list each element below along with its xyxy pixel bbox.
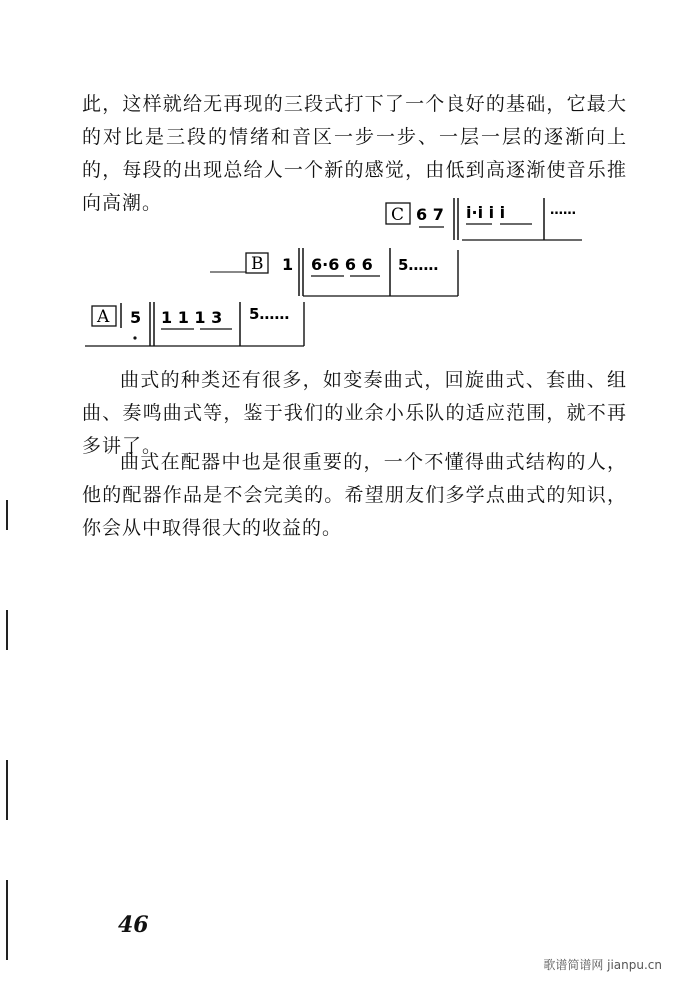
margin-mark	[6, 500, 8, 530]
page-number: 46	[118, 912, 149, 938]
numbered-notation-example	[0, 0, 690, 360]
site-watermark: 歌谱简谱网 jianpu.cn	[543, 958, 662, 972]
continuation-c: ……	[550, 203, 576, 218]
margin-mark	[6, 760, 8, 820]
label-c: C	[391, 205, 405, 225]
paragraph-3: 曲式在配器中也是很重要的，一个不懂得曲式结构的人，他的配器作品是不会完美的。希望朋友们多学点曲式的知识，你会从中取得很大的收益的。	[82, 451, 627, 539]
score-line-a	[85, 302, 304, 346]
pickup-c: 6 7	[416, 205, 444, 224]
ending-a: 5……	[249, 305, 290, 323]
margin-mark	[6, 880, 8, 960]
ending-b: 5……	[398, 256, 439, 274]
score-line-c	[386, 198, 582, 240]
score-line-b	[210, 248, 458, 296]
label-b: B	[251, 254, 264, 274]
margin-mark	[6, 610, 8, 650]
label-a: A	[97, 307, 110, 327]
pickup-a: 5	[130, 308, 142, 327]
measure-b: 6·6 6 6	[311, 255, 373, 274]
measure-c: i·i i i	[466, 203, 506, 222]
pickup-b: 1	[282, 255, 294, 274]
measure-a: 1 1 1 3	[161, 308, 223, 327]
paragraph-1: 此，这样就给无再现的三段式打下了一个良好的基础，它最大的对比是三段的情绪和音区一步一步、一层一层的逐渐向上的，每段的出现总给人一个新的感觉，由低到高逐渐使音乐推向高潮。	[82, 93, 627, 214]
paragraph-2: 曲式的种类还有很多，如变奏曲式，回旋曲式、套曲、组曲、奏鸣曲式等，鉴于我们的业余小乐队的适应范围，就不再多讲了。	[82, 369, 627, 457]
